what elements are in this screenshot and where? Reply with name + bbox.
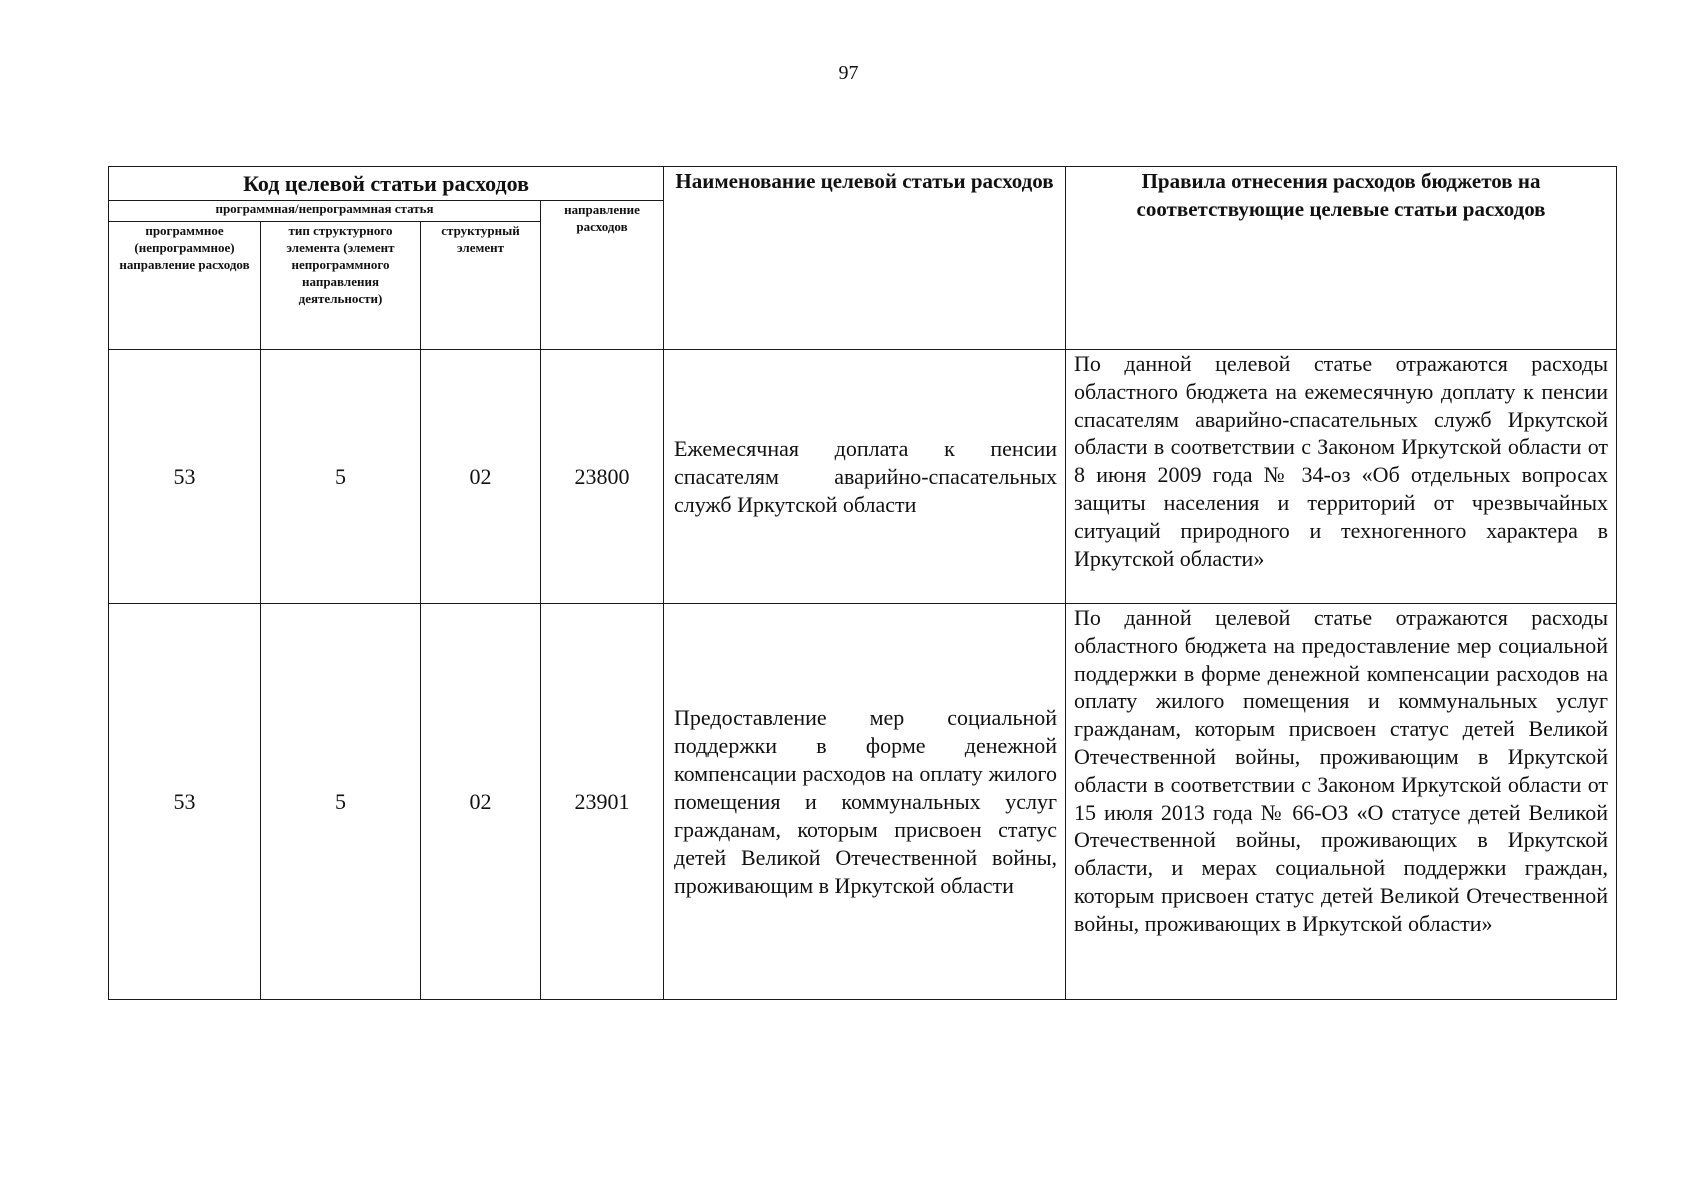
cell-rules: По данной целевой статье отражаются расходы областного бюджета на предоставление мер социальной поддержки в форме денежной компенсации расходов на оплату жилого помещения и коммунальных услуг гражданам, которым присвоен статус детей Великой Отечественной войны, проживающим в Иркутской области в соответствии с Законом Иркутской области от 15 июля 2013 года № 66-ОЗ «О статусе детей Великой Отечественной войны, проживающих в Иркутской области, и мерах социальной поддержки граждан, которым присвоен статус детей Великой Отечественной войны, проживающих в Иркутской области» (1066, 604, 1617, 1000)
table-row (109, 350, 1617, 604)
header-direction: направление расходов (541, 201, 664, 350)
header-row-1 (109, 167, 1617, 201)
header-program-group: программная/непрограммная статья (109, 201, 541, 222)
cell-program: 53 (109, 350, 261, 604)
cell-element: 02 (421, 350, 541, 604)
header-element-type: тип структурного элемента (элемент непрограммного направления деятельности) (261, 222, 421, 350)
cell-name: Ежемесячная доплата к пенсии спасателям аварийно-спасательных служб Иркутской области (664, 350, 1066, 604)
header-name: Наименование целевой статьи расходов (664, 167, 1066, 350)
header-code-group: Код целевой статьи расходов (109, 167, 664, 201)
cell-rules: По данной целевой статье отражаются расходы областного бюджета на ежемесячную доплату к пенсии спасателям аварийно-спасательных служб Иркутской области в соответствии с Законом Иркутской области от 8 июня 2009 года № 34-оз «Об отдельных вопросах защиты населения и территорий от чрезвычайных ситуаций природного и техногенного характера в Иркутской области» (1066, 350, 1617, 604)
cell-element: 02 (421, 604, 541, 1000)
cell-direction: 23800 (541, 350, 664, 604)
cell-type: 5 (261, 350, 421, 604)
budget-table (108, 166, 1617, 1000)
cell-direction: 23901 (541, 604, 664, 1000)
page-number: 97 (838, 62, 859, 84)
cell-program: 53 (109, 604, 261, 1000)
header-rules: Правила отнесения расходов бюджетов на соответствующие целевые статьи расходов (1066, 167, 1617, 350)
header-structural-element: структурный элемент (421, 222, 541, 350)
table-row (109, 604, 1617, 1000)
cell-type: 5 (261, 604, 421, 1000)
header-program-direction: программное (непрограммное) направление расходов (109, 222, 261, 350)
cell-name: Предоставление мер социальной поддержки в форме денежной компенсации расходов на оплату жилого помещения и коммунальных услуг гражданам, которым присвоен статус детей Великой Отечественной войны, проживающим в Иркутской области (664, 604, 1066, 1000)
